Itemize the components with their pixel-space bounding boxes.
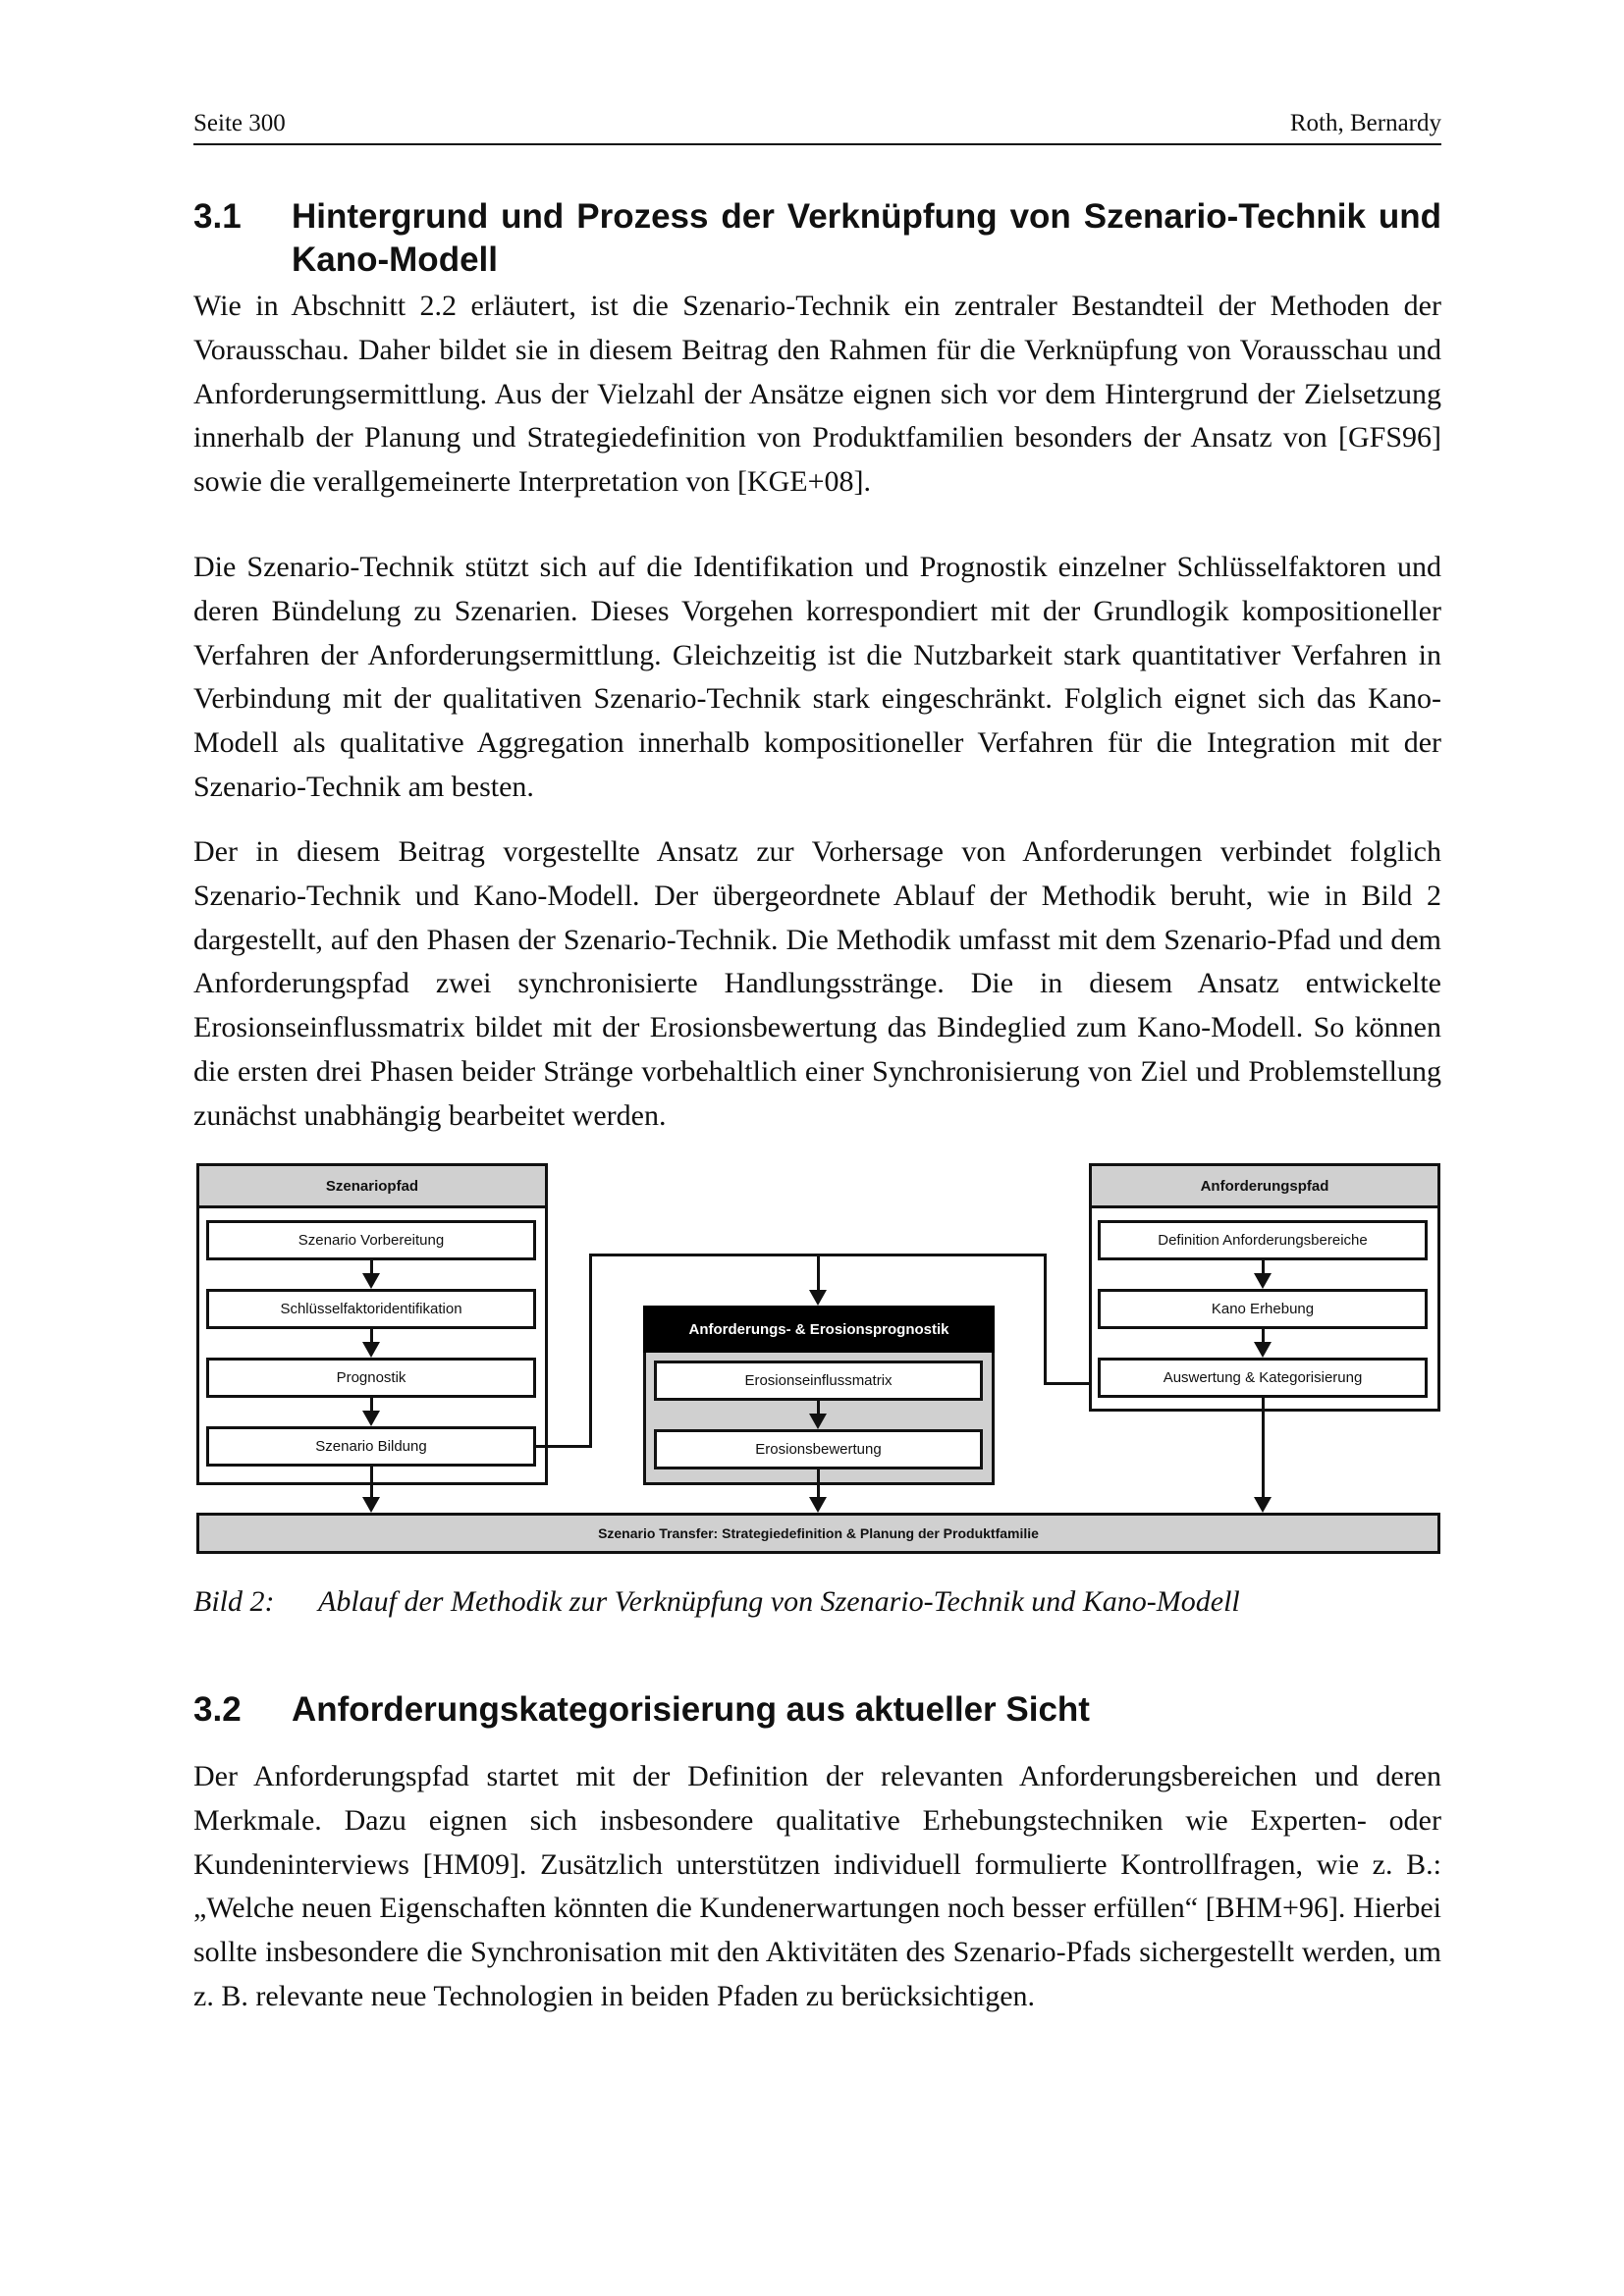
running-header [193,110,1441,145]
section-heading-3-1 [193,195,1441,284]
section-title: Anforderungskategorisierung aus aktueller Sicht [292,1690,1090,1729]
connector [370,1260,373,1274]
connector [370,1398,373,1412]
arrow-down-icon [362,1273,380,1289]
paragraph: Die Szenario-Technik stützt sich auf die Identifikation und Prognostik einzelner Schlüsselfaktoren und deren Bündelung zu Szenarien. Dieses Vorgehen korrespondiert mit der Grundlogik kompositioneller Verfahren der Anforderungsermittlung. Gleichzeitig ist die Nutzbarkeit stark quantitativer Verfahren in Verbindung mit der qualitativen Szenario-Technik stark eingeschränkt. Folglich eignet sich das Kano-Modell als qualitative Aggregation innerhalb kompositioneller Verfahren für die Integration mit der Szenario-Technik am besten. [193,551,1441,803]
arrow-down-icon [809,1497,827,1513]
section-number: 3.2 [193,1690,242,1729]
step-evaluation-categorization: Auswertung & Kategorisierung [1098,1358,1428,1398]
caption-label: Bild 2: [193,1585,275,1618]
connector [1044,1254,1047,1385]
section-heading-3-2 [193,1688,1441,1732]
section-number: 3.1 [193,197,242,236]
paragraph: Der in diesem Beitrag vorgestellte Ansatz zur Vorhersage von Anforderungen verbindet folglich Szenario-Technik und Kano-Modell. Der übergeordnete Ablauf der Methodik beruht, wie in Bild 2 dargestellt, auf den Phasen der Szenario-Technik. Die Methodik umfasst mit dem Szenario-Pfad und dem Anforderungspfad zwei synchronisierte Handlungsstränge. Die in diesem Ansatz entwickelte Erosionseinflussmatrix bildet mit der Erosionsbewertung das Bindeglied zum Kano-Modell. So können die ersten drei Phasen beider Stränge vorbehaltlich einer Synchronisierung von Ziel und Problemstellung zunächst unabhängig bearbeitet werden. [193,835,1441,1132]
step-define-requirement-areas: Definition Anforderungsbereiche [1098,1220,1428,1260]
arrow-down-icon [362,1411,380,1426]
step-erosion-assessment: Erosionsbewertung [654,1429,983,1469]
paragraph: Der Anforderungspfad startet mit der Definition der relevanten Anforderungsbereichen und deren Merkmale. Dazu eignen sich insbesondere qualitative Erhebungstechniken wie Experten- oder Kundeninterviews [HM09]. Zusätzlich unterstützen individuell formulierte Kontrollfragen, wie z. B.: „Welche neuen Eigenschaften könnten die Kundenerwartungen noch besser erfüllen“ [BHM+96]. Hierbei sollte insbesondere die Synchronisation mit den Aktivitäten des Szenario-Pfads sichergestellt werden, um z. B. relevante neue Technologien in beiden Pfaden zu berücksichtigen. [193,1760,1441,2012]
connector [370,1329,373,1343]
page-number: Seite 300 [193,110,286,136]
requirements-path-title: Anforderungspfad [1092,1166,1437,1208]
arrow-down-icon [809,1414,827,1429]
caption-text: Ablauf der Methodik zur Verknüpfung von Szenario-Technik und Kano-Modell [318,1585,1240,1618]
connector [817,1469,820,1498]
arrow-down-icon [809,1290,827,1306]
connector [1262,1260,1265,1274]
arrow-down-icon [1254,1273,1272,1289]
step-erosion-influence-matrix: Erosionseinflussmatrix [654,1361,983,1401]
step-key-factor-identification: Schlüsselfaktoridentifikation [206,1289,536,1329]
connector [1262,1329,1265,1343]
step-scenario-preparation: Szenario Vorbereitung [206,1220,536,1260]
arrow-down-icon [362,1342,380,1358]
arrow-down-icon [1254,1497,1272,1513]
forecast-title: Anforderungs- & Erosionsprognostik [643,1306,995,1353]
paragraph: Wie in Abschnitt 2.2 erläutert, ist die Szenario-Technik ein zentraler Bestandteil der Methoden der Vorausschau. Daher bildet sie in diesem Beitrag den Rahmen für die Verknüpfung von Vorausschau und Anforderungsermittlung. Aus der Vielzahl der Ansätze eignen sich vor dem Hintergrund der Zielsetzung innerhalb der Planung und Strategiedefinition von Produktfamilien besonders der Ansatz von [GFS96] sowie die verallgemeinerte Interpretation von [KGE+08]. [193,290,1441,499]
connector [589,1254,592,1448]
arrow-down-icon [1254,1342,1272,1358]
connector [536,1445,592,1448]
scenario-path-title: Szenariopfad [199,1166,545,1208]
step-kano-survey: Kano Erhebung [1098,1289,1428,1329]
running-authors: Roth, Bernardy [1289,110,1441,136]
step-scenario-building: Szenario Bildung [206,1426,536,1467]
arrow-down-icon [362,1497,380,1513]
section-title: Hintergrund und Prozess der Verknüpfung von Szenario-Technik und Kano-Modell [292,197,1441,279]
connector [370,1467,373,1498]
connector [1262,1398,1265,1498]
step-prognostics: Prognostik [206,1358,536,1398]
scenario-transfer-bar: Szenario Transfer: Strategiedefinition & Planung der Produktfamilie [196,1513,1440,1554]
connector [817,1401,820,1415]
connector [817,1254,820,1291]
